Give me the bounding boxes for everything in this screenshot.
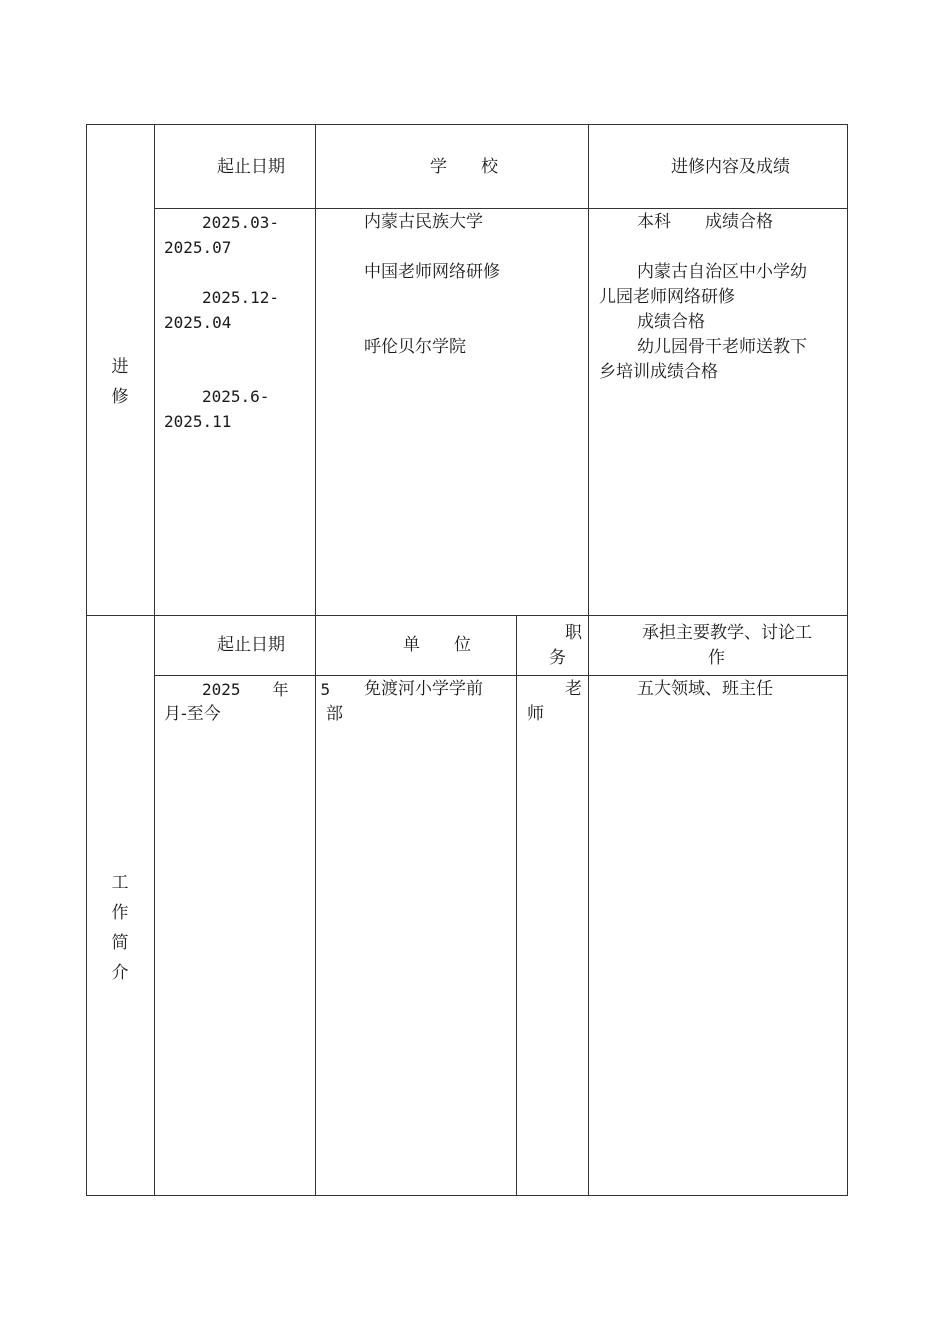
work-header-unit: 单 位	[403, 635, 471, 655]
divider-position-column	[516, 615, 517, 1196]
work-row-1-duties: 五大领域、班主任	[637, 679, 773, 699]
study-row-3-date-end: 2025.11	[164, 412, 232, 431]
section-label-further-study	[110, 352, 130, 412]
work-header-position-line2: 务	[549, 648, 566, 668]
divider-study-header	[154, 208, 848, 209]
section-label-char: 作	[111, 903, 129, 923]
divider-label-column	[154, 124, 155, 1196]
study-row-3-content-line2: 乡培训成绩合格	[599, 362, 718, 382]
work-row-1-unit-line2: 部	[326, 704, 343, 724]
section-label-char: 进	[111, 357, 129, 377]
study-row-2-content-line2: 儿园老师网络研修	[599, 287, 735, 307]
study-row-1-date-end: 2025.07	[164, 238, 232, 257]
work-row-1-position-line2: 师	[527, 704, 544, 724]
work-header-duties-line2: 作	[708, 648, 725, 668]
study-row-1-content: 本科 成绩合格	[637, 212, 773, 232]
study-row-3-content-line1: 幼儿园骨干老师送教下	[637, 337, 807, 357]
study-row-1-date-start: 2025.03-	[202, 213, 280, 232]
divider-section-break	[86, 615, 848, 616]
study-row-2-school: 中国老师网络研修	[364, 262, 500, 282]
header-dates: 起止日期	[217, 157, 285, 177]
section-label-char: 简	[111, 933, 129, 953]
work-header-position-line1: 职	[565, 623, 582, 643]
table-border-bottom	[86, 1195, 848, 1196]
section-label-char: 介	[111, 963, 129, 983]
divider-content-column	[588, 124, 589, 1196]
work-header-dates: 起止日期	[217, 635, 285, 655]
work-row-1-date-line2: 月-至今	[164, 704, 221, 724]
divider-date-column	[315, 124, 316, 1196]
table-border-left	[86, 124, 87, 1196]
study-row-2-date-end: 2025.04	[164, 313, 232, 332]
work-header-duties-line1: 承担主要教学、讨论工	[642, 623, 812, 643]
study-row-1-school: 内蒙古民族大学	[364, 212, 483, 232]
section-label-char: 工	[111, 873, 129, 893]
work-row-1-date-line1: 2025 年 5	[202, 680, 331, 699]
divider-work-header	[154, 675, 848, 676]
study-row-3-school: 呼伦贝尔学院	[364, 337, 466, 357]
section-label-char: 修	[111, 387, 129, 407]
table-border-right	[847, 124, 848, 1196]
work-row-1-position-line1: 老	[565, 679, 582, 699]
header-school: 学 校	[430, 157, 498, 177]
section-label-work-profile	[110, 868, 130, 988]
study-row-2-date-start: 2025.12-	[202, 288, 280, 307]
header-study-content: 进修内容及成绩	[671, 157, 790, 177]
study-row-3-date-start: 2025.6-	[202, 387, 270, 406]
work-row-1-unit-line1: 免渡河小学学前	[364, 679, 483, 699]
study-row-2-content-line3: 成绩合格	[637, 312, 705, 332]
table-border-top	[86, 124, 848, 125]
study-row-2-content-line1: 内蒙古自治区中小学幼	[637, 262, 807, 282]
